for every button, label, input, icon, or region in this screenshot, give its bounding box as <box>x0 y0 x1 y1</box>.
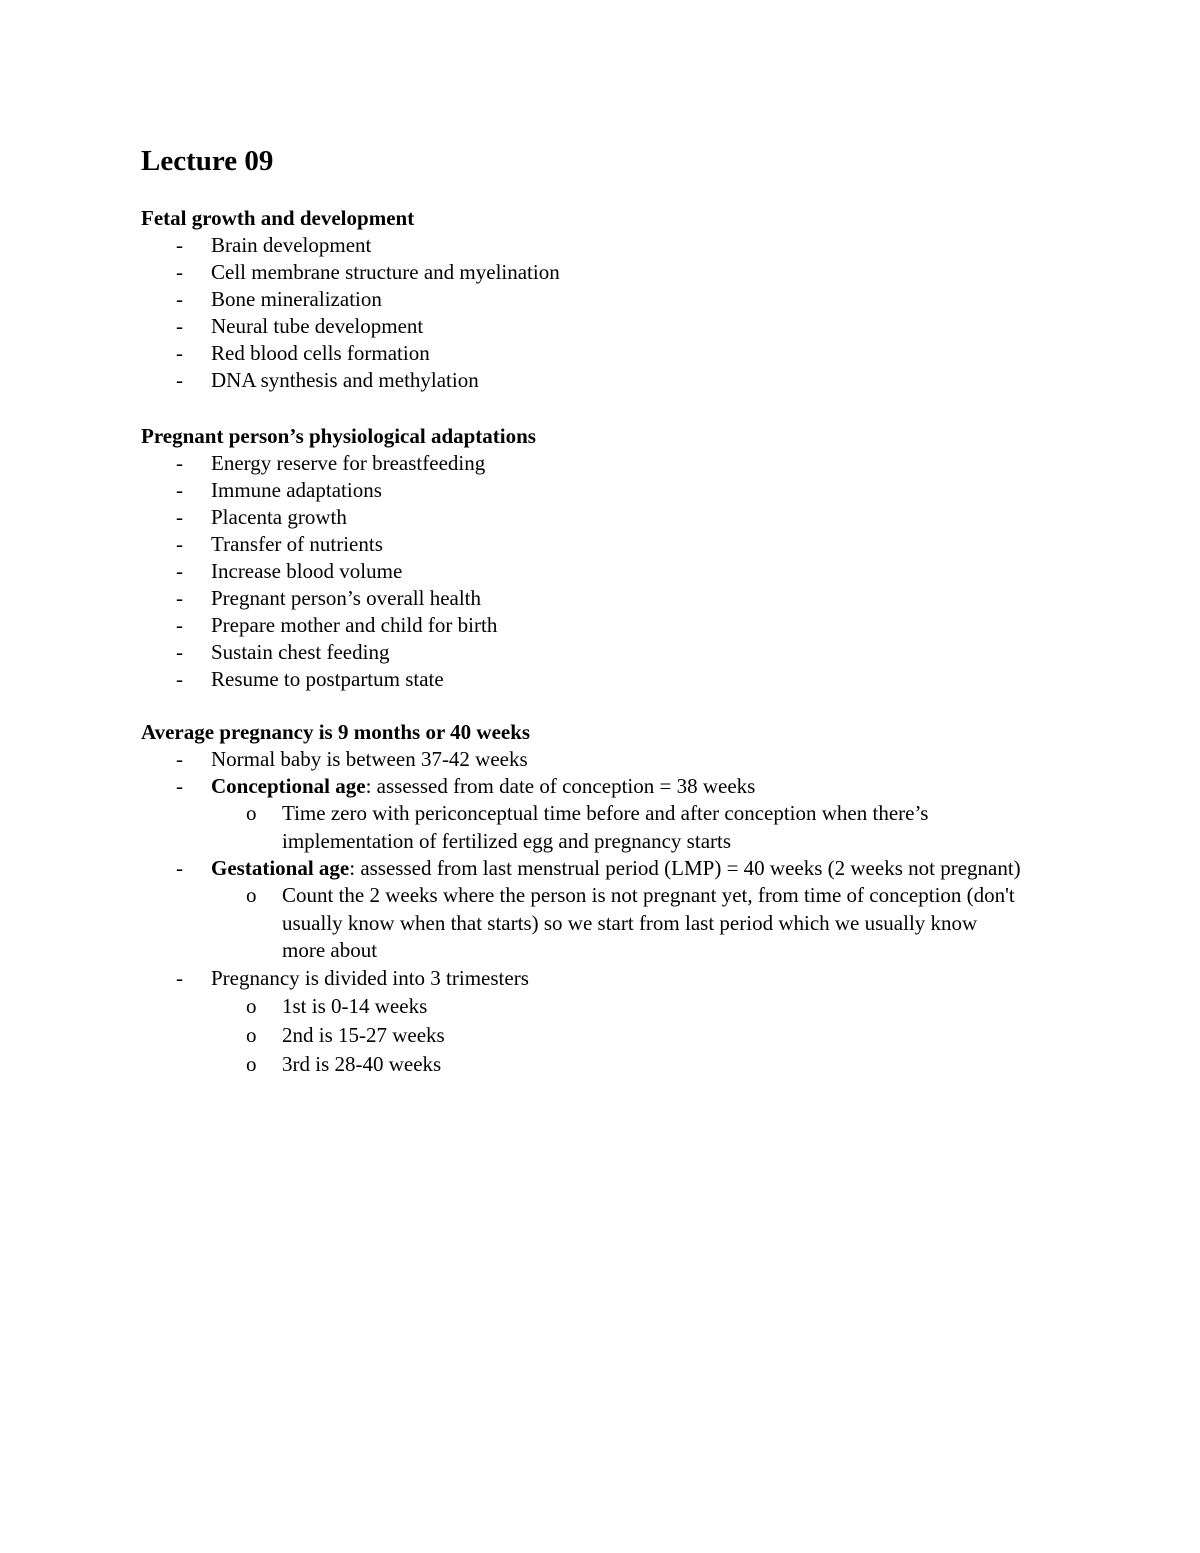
dash-marker: - <box>176 586 183 610</box>
list-item-text: Transfer of nutrients <box>211 532 383 556</box>
list-item-text: Immune adaptations <box>211 478 382 502</box>
sub-list-item-text: 1st is 0-14 weeks <box>282 993 428 1018</box>
list-item <box>141 746 1021 773</box>
list-item-text: Pregnancy is divided into 3 trimesters <box>211 965 529 990</box>
dash-marker: - <box>176 613 183 637</box>
list-item-text: Resume to postpartum state <box>211 667 444 691</box>
section-physiological-adaptations <box>141 423 1101 693</box>
hollow-bullet-icon: o <box>246 993 257 1018</box>
list-item <box>141 504 1021 531</box>
list-item-text: Energy reserve for breastfeeding <box>211 451 486 475</box>
dash-marker: - <box>176 314 183 338</box>
list-item <box>141 558 1021 585</box>
term-gestational-age: Gestational age <box>211 856 350 880</box>
page-title: Lecture 09 <box>141 145 274 177</box>
dash-marker: - <box>176 451 183 475</box>
dash-marker: - <box>176 233 183 257</box>
dash-marker: - <box>176 559 183 583</box>
list-item-text: Normal baby is between 37-42 weeks <box>211 747 528 771</box>
list-item-text: Increase blood volume <box>211 559 403 583</box>
hollow-bullet-icon: o <box>246 1051 257 1076</box>
dash-marker: - <box>176 640 183 664</box>
sub-list-item <box>211 1021 1021 1050</box>
list-item <box>141 965 1021 1079</box>
list-item <box>141 340 1021 367</box>
list-item-text: Prepare mother and child for birth <box>211 613 498 637</box>
list-item-text: Sustain chest feeding <box>211 640 390 664</box>
list-item-text: Brain development <box>211 233 372 257</box>
list-item-text: Placenta growth <box>211 505 347 529</box>
list-item-text: DNA synthesis and methylation <box>211 368 479 392</box>
term-conceptional-age: Conceptional age <box>211 774 366 798</box>
dash-marker: - <box>176 341 183 365</box>
hollow-bullet-icon: o <box>246 883 257 907</box>
dash-marker: - <box>176 478 183 502</box>
list-item-text: : assessed from last menstrual period (LMP) = 40 weeks (2 weeks not pregnant) <box>349 856 1021 880</box>
sub-list-item <box>211 882 1021 965</box>
list-item-text: Red blood cells formation <box>211 341 430 365</box>
hollow-bullet-icon: o <box>246 1022 257 1047</box>
section-average-pregnancy <box>141 719 1101 1079</box>
dash-marker: - <box>176 368 183 392</box>
dash-marker: - <box>176 260 183 284</box>
section-heading: Pregnant person’s physiological adaptations <box>141 424 536 448</box>
hollow-bullet-icon: o <box>246 801 257 825</box>
bullet-list <box>141 746 1101 1079</box>
section-heading: Average pregnancy is 9 months or 40 weeks <box>141 720 531 744</box>
list-item-text: Cell membrane structure and myelination <box>211 260 560 284</box>
dash-marker: - <box>176 667 183 691</box>
list-item <box>141 773 1021 855</box>
bullet-list <box>141 450 1101 693</box>
section-heading: Fetal growth and development <box>141 206 415 230</box>
list-item <box>141 855 1021 965</box>
sub-bullet-list <box>211 992 1021 1079</box>
sub-list-item-text: 2nd is 15-27 weeks <box>282 1022 445 1047</box>
list-item <box>141 259 1021 286</box>
list-item <box>141 367 1021 394</box>
list-item <box>141 639 1021 666</box>
dash-marker: - <box>176 774 183 798</box>
list-item <box>141 450 1021 477</box>
list-item <box>141 313 1021 340</box>
dash-marker: - <box>176 287 183 311</box>
sub-list-item-text: Count the 2 weeks where the person is not pregnant yet, from time of conception (don't usually know when that starts) so we start from last period which we usually know more about <box>282 883 1015 962</box>
bullet-list <box>141 232 1101 394</box>
list-item <box>141 612 1021 639</box>
list-item <box>141 477 1021 504</box>
list-item-text: Neural tube development <box>211 314 424 338</box>
sub-bullet-list <box>211 882 1021 965</box>
sub-list-item <box>211 992 1021 1021</box>
dash-marker: - <box>176 532 183 556</box>
dash-marker: - <box>176 505 183 529</box>
dash-marker: - <box>176 856 183 880</box>
list-item-text: Pregnant person’s overall health <box>211 586 482 610</box>
list-item <box>141 286 1021 313</box>
list-item <box>141 531 1021 558</box>
list-item-text: Bone mineralization <box>211 287 382 311</box>
list-item <box>141 585 1021 612</box>
sub-list-item <box>211 1050 1021 1079</box>
list-item <box>141 666 1021 693</box>
section-fetal-growth <box>141 205 1101 394</box>
sub-list-item-text: 3rd is 28-40 weeks <box>282 1051 442 1076</box>
dash-marker: - <box>176 965 183 990</box>
list-item-text: : assessed from date of conception = 38 weeks <box>365 774 756 798</box>
sub-bullet-list <box>211 800 1021 855</box>
sub-list-item-text: Time zero with periconceptual time before and after conception when there’s implementation of fertilized egg and pregnancy starts <box>282 801 929 853</box>
sub-list-item <box>211 800 1021 855</box>
list-item <box>141 232 1021 259</box>
dash-marker: - <box>176 747 183 771</box>
